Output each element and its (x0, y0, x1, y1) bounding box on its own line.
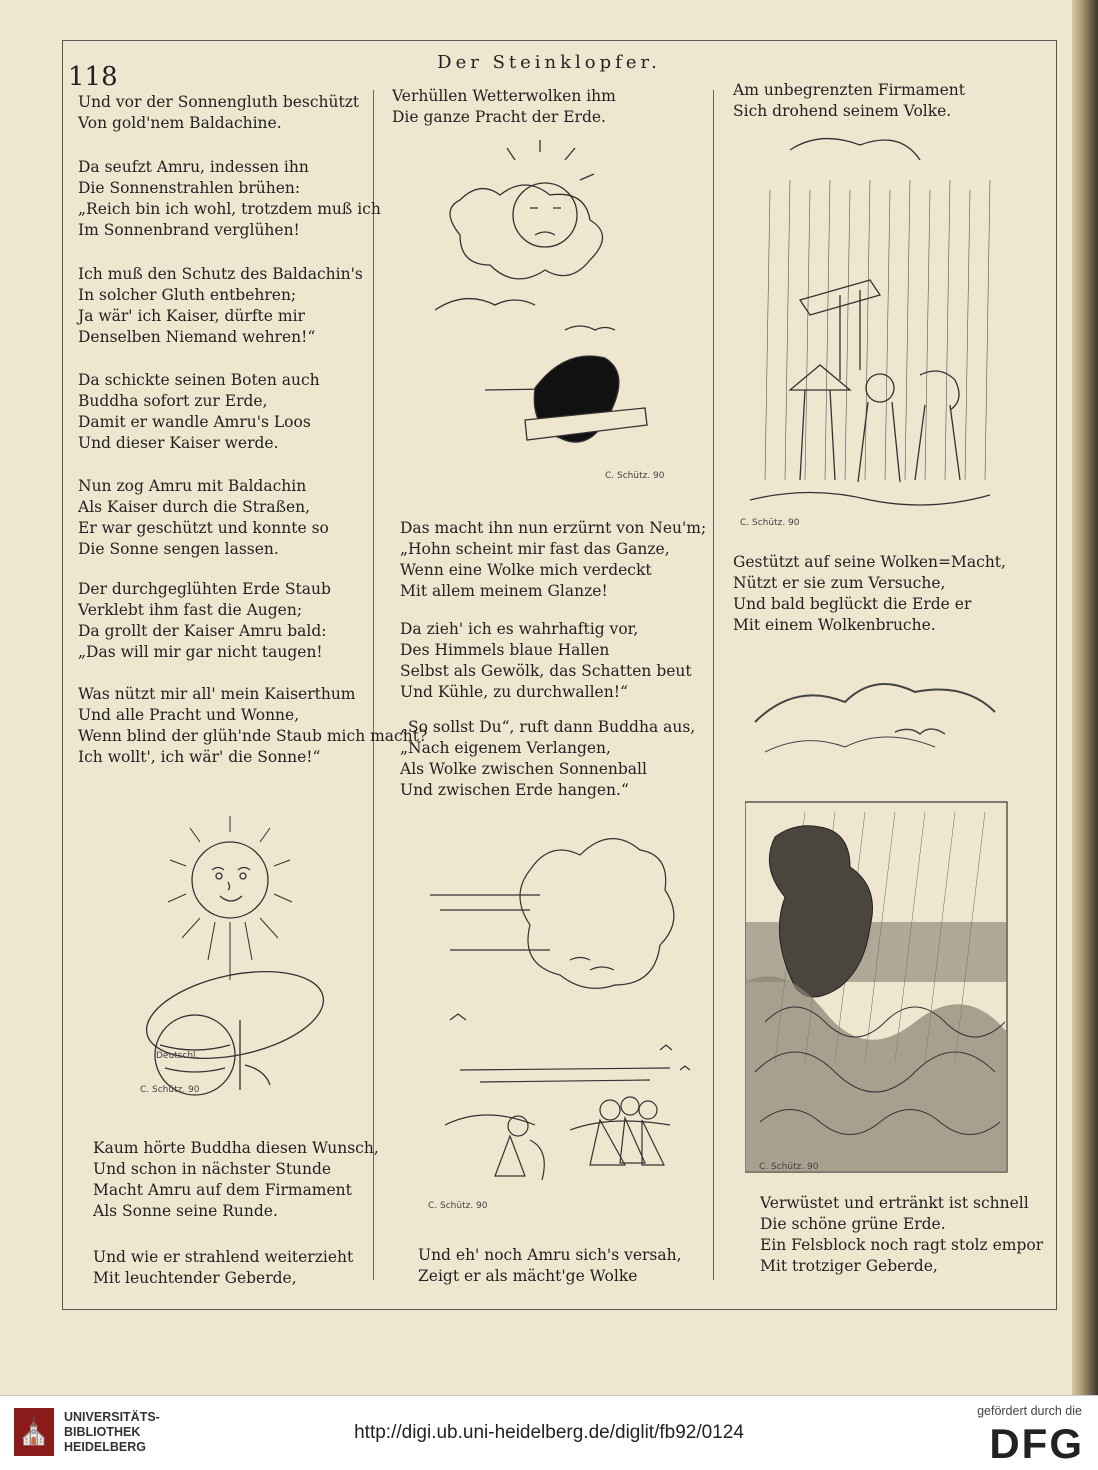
stanza: Kaum hörte Buddha diesen Wunsch, Und schon in nächster Stunde Macht Amru auf dem Firmament Als Sonne seine Runde. (93, 1139, 379, 1220)
book-spine (1072, 0, 1098, 1395)
stanza: Der durchgeglühten Erde Staub Verklebt ihm fast die Augen; Da grollt der Kaiser Amru bald: „Das will mir gar nicht taugen! (78, 580, 331, 661)
stanza: Nun zog Amru mit Baldachin Als Kaiser durch die Straßen, Er war geschützt und konnte so Die Sonne sengen lassen. (78, 477, 329, 558)
running-title: Der Steinklopfer. (437, 52, 661, 73)
viewer-footer (0, 1395, 1098, 1470)
cloud-and-travellers-illustration (420, 810, 700, 1210)
stanza: Und wie er strahlend weiterzieht Mit leuchtender Geberde, (93, 1248, 354, 1287)
svg-text:Deutschl.: Deutschl. (156, 1051, 199, 1061)
svg-text:C. Schütz. 90: C. Schütz. 90 (140, 1085, 200, 1095)
svg-text:C. Schütz. 90: C. Schütz. 90 (740, 518, 800, 528)
page-number: 118 (68, 62, 118, 92)
stanza: Was nützt mir all' mein Kaiserthum Und alle Pracht und Wonne, Wenn blind der glüh'nde Staub mich macht? Ich wollt', ich wär' die Sonne!“ (78, 685, 428, 766)
svg-text:C. Schütz. 90: C. Schütz. 90 (605, 471, 665, 481)
sun-behind-cloud-illustration (415, 140, 665, 490)
dfg-logo: DFG (989, 1420, 1084, 1467)
stanza: Und vor der Sonnengluth beschützt Von gold'nem Baldachine. (78, 93, 360, 132)
svg-text:C. Schütz. 90: C. Schütz. 90 (759, 1162, 819, 1172)
svg-text:C. Schütz. 90: C. Schütz. 90 (428, 1201, 488, 1210)
stanza: Da schickte seinen Boten auch Buddha sofort zur Erde, Damit er wandle Amru's Loos Und dieser Kaiser werde. (78, 371, 320, 452)
university-name: UNIVERSITÄTS- BIBLIOTHEK HEIDELBERG (64, 1410, 160, 1454)
stanza: Verhüllen Wetterwolken ihm Die ganze Pracht der Erde. (392, 87, 616, 126)
stanza: „So sollst Du“, ruft dann Buddha aus, „Nach eigenem Verlangen, Als Wolke zwischen Sonnenball Und zwischen Erde hangen.“ (400, 718, 696, 799)
rain-storm-illustration (730, 120, 1010, 530)
stanza: Da seufzt Amru, indessen ihn Die Sonnenstrahlen brühen: „Reich bin ich wohl, trotzdem muß ich Im Sonnenbrand verglühen! (78, 158, 381, 239)
stanza: Gestützt auf seine Wolken=Macht, Nützt er sie zum Versuche, Und bald beglückt die Erde er Mit einem Wolkenbruche. (733, 553, 1006, 634)
flood-rock-illustration (745, 662, 1015, 1184)
funded-by-label: gefördert durch die (977, 1404, 1082, 1418)
stanza: Das macht ihn nun erzürnt von Neu'm; „Hohn scheint mir fast das Ganze, Wenn eine Wolke mich verdeckt Mit allem meinem Glanze! (400, 519, 707, 600)
stanza: Verwüstet und ertränkt ist schnell Die schöne grüne Erde. Ein Felsblock noch ragt stolz empor Mit trotziger Geberde, (760, 1194, 1044, 1275)
permalink[interactable]: http://digi.ub.uni-heidelberg.de/diglit/fb92/0124 (354, 1422, 744, 1443)
stanza: Da zieh' ich es wahrhaftig vor, Des Himmels blaue Hallen Selbst als Gewölk, das Schatten beut Und Kühle, zu durchwallen!“ (400, 620, 692, 701)
stanza: Am unbegrenzten Firmament Sich drohend seinem Volke. (733, 81, 965, 120)
column-divider (713, 90, 714, 1280)
sun-face-illustration (120, 810, 330, 1100)
stanza: Ich muß den Schutz des Baldachin's In solcher Gluth entbehren; Ja wär' ich Kaiser, dürfte mir Denselben Niemand wehren!“ (78, 265, 363, 346)
stanza: Und eh' noch Amru sich's versah, Zeigt er als mächt'ge Wolke (418, 1246, 682, 1285)
university-logo-icon: ⛪ (14, 1408, 54, 1456)
